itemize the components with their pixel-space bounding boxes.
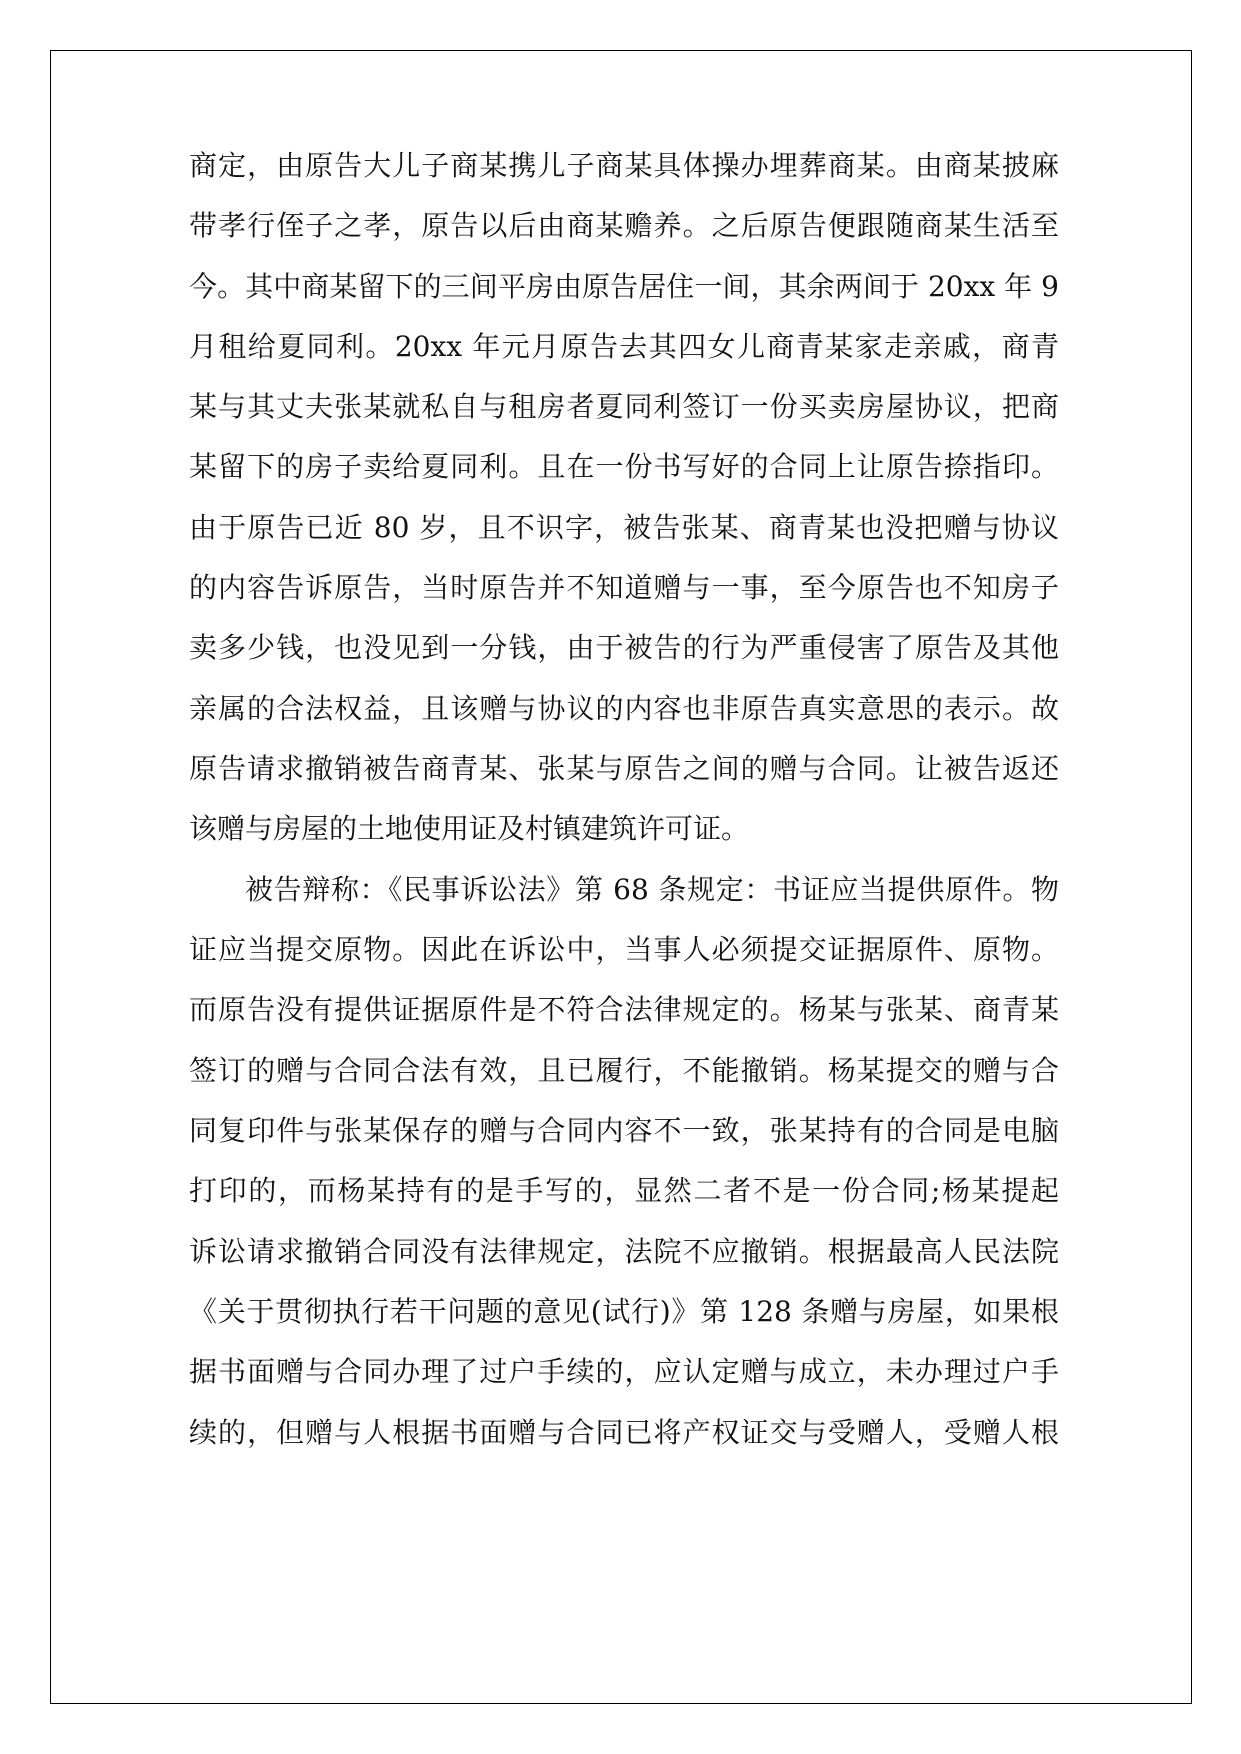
- text-line: 同复印件与张某保存的赠与合同内容不一致，张某持有的合同是电脑: [189, 1114, 1059, 1147]
- text-line: 的内容告诉原告，当时原告并不知道赠与一事，至今原告也不知房子: [189, 571, 1059, 604]
- text-line: 卖多少钱，也没见到一分钱，由于被告的行为严重侵害了原告及其他: [189, 631, 1059, 664]
- text-line: 今。其中商某留下的三间平房由原告居住一间，其余两间于 20xx 年 9: [189, 270, 1059, 303]
- text-line: 商定，由原告大儿子商某携儿子商某具体操办埋葬商某。由商某披麻: [189, 149, 1059, 182]
- text-line: 诉讼请求撤销合同没有法律规定，法院不应撤销。根据最高人民法院: [189, 1235, 1059, 1268]
- text-line: 月租给夏同利。20xx 年元月原告去其四女儿商青某家走亲戚，商青: [189, 330, 1059, 363]
- text-line: 《关于贯彻执行若干问题的意见(试行)》第 128 条赠与房屋，如果根: [189, 1295, 1059, 1328]
- text-line: 签订的赠与合同合法有效，且已履行，不能撤销。杨某提交的赠与合: [189, 1054, 1059, 1087]
- text-line: 打印的，而杨某持有的是手写的，显然二者不是一份合同;杨某提起: [189, 1174, 1059, 1207]
- text-line: 某与其丈夫张某就私自与租房者夏同利签订一份买卖房屋协议，把商: [189, 390, 1059, 423]
- text-line: 某留下的房子卖给夏同利。且在一份书写好的合同上让原告捺指印。: [189, 450, 1059, 483]
- paragraph-first-line: 被告辩称：《民事诉讼法》第 68 条规定：书证应当提供原件。物: [245, 873, 1059, 906]
- text-line: 原告请求撤销被告商青某、张某与原告之间的赠与合同。让被告返还: [189, 752, 1059, 785]
- text-line: 由于原告已近 80 岁，且不识字，被告张某、商青某也没把赠与协议: [189, 511, 1059, 544]
- text-line: 而原告没有提供证据原件是不符合法律规定的。杨某与张某、商青某: [189, 993, 1059, 1026]
- text-line: 续的，但赠与人根据书面赠与合同已将产权证交与受赠人，受赠人根: [189, 1416, 1059, 1449]
- paragraph-end-line: 该赠与房屋的土地使用证及村镇建筑许可证。: [189, 812, 750, 845]
- text-line: 亲属的合法权益，且该赠与协议的内容也非原告真实意思的表示。故: [189, 692, 1059, 725]
- text-line: 证应当提交原物。因此在诉讼中，当事人必须提交证据原件、原物。: [189, 933, 1059, 966]
- text-line: 据书面赠与合同办理了过户手续的，应认定赠与成立，未办理过户手: [189, 1355, 1059, 1388]
- text-line: 带孝行侄子之孝，原告以后由商某赡养。之后原告便跟随商某生活至: [189, 209, 1059, 242]
